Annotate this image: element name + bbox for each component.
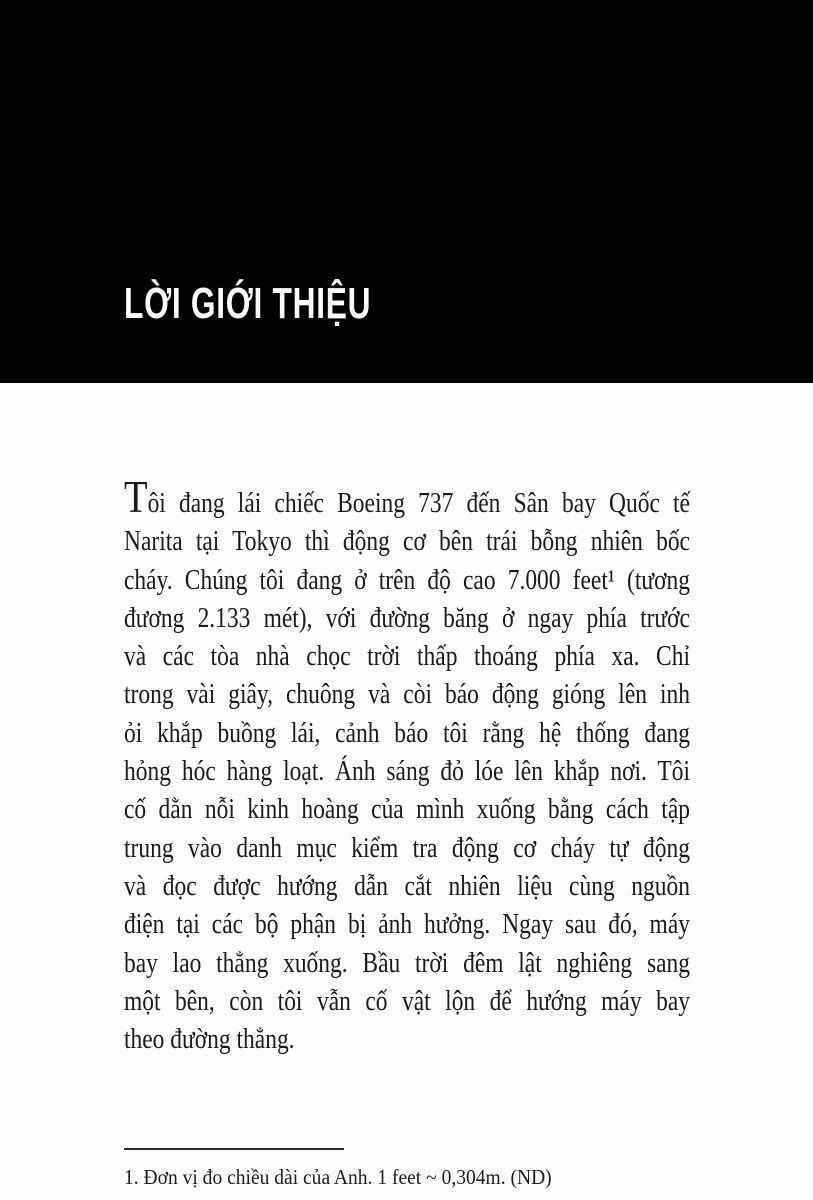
paragraph-line: trong vài giây, chuông và còi báo động gióng lên inh xyxy=(124,679,690,711)
paragraph-line: điện tại các bộ phận bị ảnh hưởng. Ngay sau đó, máy xyxy=(124,909,690,941)
paragraph-line: ỏi khắp buồng lái, cảnh báo tôi rằng hệ thống đang xyxy=(124,717,690,749)
paragraph-line xyxy=(124,471,690,523)
raised-initial-cap: T xyxy=(124,471,148,522)
paragraph-line-text: ôi đang lái chiếc Boeing 737 đến Sân bay Quốc tế xyxy=(147,488,690,519)
footnote-divider xyxy=(124,1148,344,1150)
paragraph-line: bay lao thẳng xuống. Bầu trời đêm lật nghiêng sang xyxy=(124,947,690,979)
paragraph-line: và các tòa nhà chọc trời thấp thoáng phía xa. Chỉ xyxy=(124,641,690,673)
chapter-title-band xyxy=(0,0,813,383)
paragraph-line: theo đường thẳng. xyxy=(124,1024,295,1056)
footnote: 1. Đơn vị đo chiều dài của Anh. 1 feet ~ 0,304m. (ND) xyxy=(124,1165,552,1189)
paragraph-line: đương 2.133 mét), với đường băng ở ngay phía trước xyxy=(124,602,690,634)
paragraph-line: cháy. Chúng tôi đang ở trên độ cao 7.000 feet¹ (tương xyxy=(124,564,690,596)
paragraph-line: một bên, còn tôi vẫn cố vật lộn để hướng máy bay xyxy=(124,985,690,1017)
paragraph-line: trung vào danh mục kiểm tra động cơ cháy tự động xyxy=(124,832,690,864)
paragraph-line: và đọc được hướng dẫn cắt nhiên liệu cùng nguồn xyxy=(124,870,690,902)
paragraph-line: cố dằn nỗi kinh hoàng của mình xuống bằng cách tập xyxy=(124,794,690,826)
paragraph-line: Narita tại Tokyo thì động cơ bên trái bỗng nhiên bốc xyxy=(124,526,690,558)
intro-paragraph xyxy=(124,471,690,1059)
chapter-title: LỜI GIỚI THIỆU xyxy=(124,279,372,328)
paragraph-line: hỏng hóc hàng loạt. Ánh sáng đỏ lóe lên khắp nơi. Tôi xyxy=(124,756,690,788)
